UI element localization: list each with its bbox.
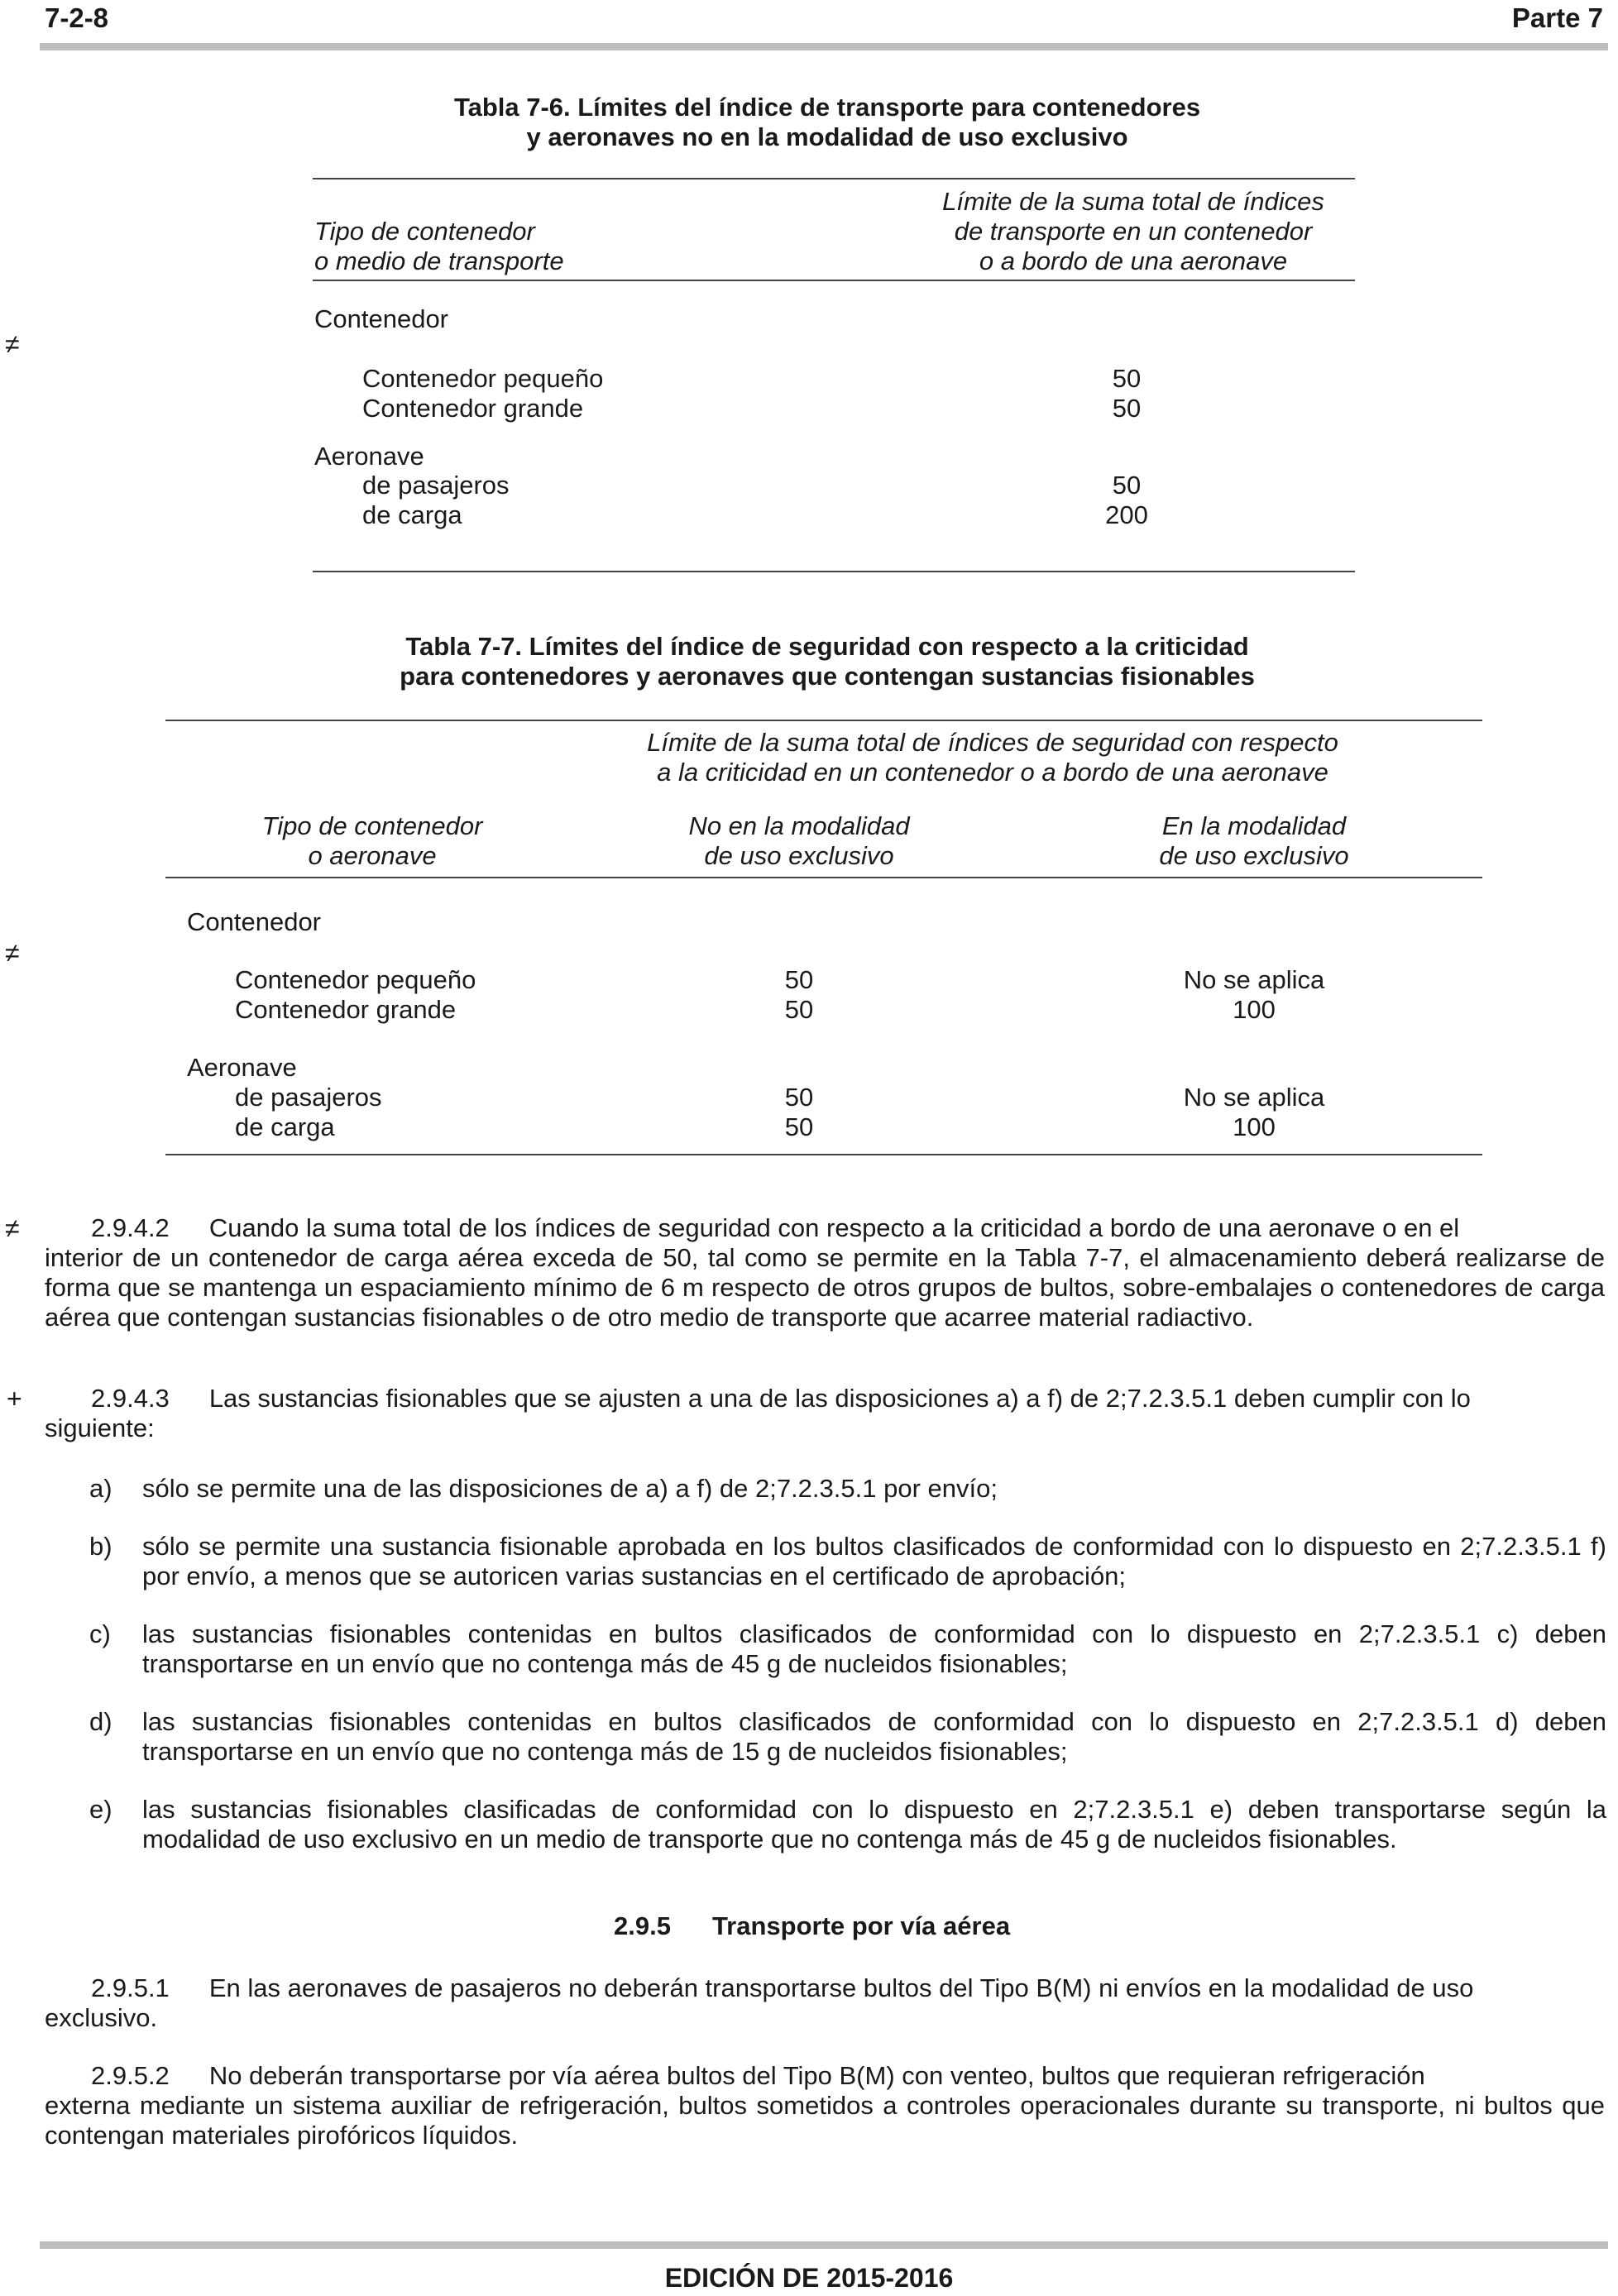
table-row-value: 50 [784, 1112, 814, 1141]
table-row-label: Contenedor grande [235, 995, 457, 1024]
table-row-value: 100 [1233, 995, 1276, 1024]
list-item-label: e) [89, 1795, 112, 1824]
list-item-text: sólo se permite una sustancia fisionable aprobada en los bultos clasificados de conformidad con lo dispuesto en 2;7.2.3.5.1 f) por envío, a menos que se autoricen varias sustancias en el certificado de aprobación; [142, 1532, 1606, 1590]
list-item-label: d) [89, 1707, 112, 1736]
paragraph-body: interior de un contenedor de carga aérea exceda de 50, tal como se permite en la Tabla 7-7, el almacenamiento deberá realizarse de forma que se mantenga un espaciamiento mínimo de 6 m respecto de otros grupos de bultos, sobre-embalajes o contenedores de carga aérea que contengan sustancias fisionables o de otro medio de transporte que acarree material radiactivo. [45, 1243, 1605, 1332]
edition-label: EDICIÓN DE 2015-2016 [664, 2263, 954, 2293]
change-mark: ≠ [5, 329, 20, 359]
table-7-6-group-aeronave: Aeronave [314, 442, 424, 471]
list-item-text: sólo se permite una de las disposiciones de a) a f) de 2;7.2.3.5.1 por envío; [142, 1474, 998, 1503]
table-7-7-group-contenedor: Contenedor [187, 907, 322, 936]
paragraph-number: 2.9.4.3 [91, 1384, 170, 1413]
table-7-7-bottom-rule [165, 1154, 1482, 1155]
table-7-7-title: Tabla 7-7. Límites del índice de seguridad con respecto a la criticidad para contenedores y aeronaves que contengan sustancias fisionables [400, 632, 1255, 691]
paragraph-2-9-5-2 [45, 2061, 1605, 2150]
table-row-label: Contenedor pequeño [362, 364, 604, 393]
table-row-label: de carga [235, 1112, 335, 1141]
paragraph-first-line: No deberán transportarse por vía aérea bultos del Tipo B(M) con venteo, bultos que requieran refrigeración [208, 2061, 1425, 2090]
table-7-6-header-rule [313, 280, 1355, 281]
paragraph-first-line: En las aeronaves de pasajeros no deberán transportarse bultos del Tipo B(M) ni envíos en la modalidad de uso [208, 1973, 1474, 2002]
table-row-label: Contenedor grande [362, 394, 584, 423]
paragraph-number: 2.9.5.2 [91, 2061, 170, 2090]
footer-rule [40, 2241, 1608, 2249]
table-row-label: de pasajeros [362, 471, 510, 500]
list-item-label: b) [89, 1532, 112, 1561]
table-row-value: 50 [1112, 471, 1142, 500]
section-number: 2.9.5 [614, 1911, 671, 1940]
change-mark: ≠ [5, 938, 20, 968]
paragraph-number: 2.9.4.2 [91, 1213, 170, 1242]
table-7-6-col2-header: Límite de la suma total de índices de transporte en un contenedor o a bordo de una aeronave [942, 187, 1324, 275]
table-7-7-col2-header: No en la modalidad de uso exclusivo [688, 811, 910, 870]
table-7-7-group-aeronave: Aeronave [187, 1053, 297, 1082]
table-row-value: 100 [1233, 1112, 1276, 1141]
paragraph-2-9-4-3 [45, 1384, 1605, 1443]
list-item-text: las sustancias fisionables clasificadas de conformidad con lo dispuesto en 2;7.2.3.5.1 e) deben transportarse según la modalidad de uso exclusivo en un medio de transporte que no contenga más de 45 g de nucleidos fisionables. [142, 1795, 1606, 1854]
table-7-6-group-contenedor: Contenedor [314, 304, 449, 333]
page-number: 7-2-8 [45, 2, 109, 33]
added-mark: + [7, 1384, 22, 1413]
paragraph-body: exclusivo. [45, 2003, 158, 2032]
header-rule [40, 43, 1608, 50]
table-7-7-header-rule [165, 877, 1482, 878]
table-row-value: 200 [1105, 500, 1148, 529]
paragraph-body: siguiente: [45, 1413, 155, 1442]
table-7-6-title: Tabla 7-6. Límites del índice de transporte para contenedores y aeronaves no en la modalidad de uso exclusivo [453, 93, 1201, 151]
table-7-7-top-rule [165, 720, 1482, 721]
paragraph-first-line: Cuando la suma total de los índices de seguridad con respecto a la criticidad a bordo de una aeronave o en el [208, 1213, 1460, 1242]
section-title: Transporte por vía aérea [711, 1911, 1011, 1940]
table-row-value: No se aplica [1183, 1083, 1325, 1112]
table-row-label: Contenedor pequeño [235, 965, 476, 994]
paragraph-first-line: Las sustancias fisionables que se ajusten a una de las disposiciones a) a f) de 2;7.2.3.5.1 deben cumplir con lo [208, 1384, 1471, 1413]
list-item-label: a) [89, 1474, 112, 1503]
table-row-value: No se aplica [1183, 965, 1325, 994]
table-row-value: 50 [1112, 394, 1142, 423]
paragraph-body: externa mediante un sistema auxiliar de refrigeración, bultos sometidos a controles operacionales durante su transporte, ni bultos que contengan materiales pirofóricos líquidos. [45, 2091, 1605, 2150]
list-item-text: las sustancias fisionables contenidas en bultos clasificados de conformidad con lo dispuesto en 2;7.2.3.5.1 d) deben transportarse en un envío que no contenga más de 15 g de nucleidos fisionables; [142, 1707, 1606, 1766]
list-item-label: c) [89, 1619, 111, 1648]
table-row-value: 50 [784, 995, 814, 1024]
table-7-6-bottom-rule [313, 571, 1355, 572]
paragraph-number: 2.9.5.1 [91, 1973, 170, 2002]
table-7-7-span-header: Límite de la suma total de índices de seguridad con respecto a la criticidad en un contenedor o a bordo de una aeronave [647, 728, 1338, 787]
table-row-value: 50 [784, 965, 814, 994]
list-item-text: las sustancias fisionables contenidas en bultos clasificados de conformidad con lo dispuesto en 2;7.2.3.5.1 c) deben transportarse en un envío que no contenga más de 45 g de nucleidos fisionables; [142, 1619, 1606, 1678]
table-7-7-col3-header: En la modalidad de uso exclusivo [1159, 811, 1349, 870]
part-label: Parte 7 [1511, 2, 1603, 33]
section-heading-2-9-5 [614, 1911, 1010, 1941]
table-row-value: 50 [784, 1083, 814, 1112]
table-7-7-col1-header: Tipo de contenedor o aeronave [261, 811, 483, 870]
change-mark: ≠ [5, 1213, 20, 1243]
table-7-6-col1-header: Tipo de contenedor o medio de transporte [314, 217, 564, 275]
paragraph-2-9-4-2 [45, 1213, 1605, 1332]
table-row-label: de carga [362, 500, 462, 529]
table-row-label: de pasajeros [235, 1083, 382, 1112]
paragraph-2-9-5-1 [45, 1973, 1605, 2033]
table-7-6-top-rule [313, 178, 1355, 179]
table-row-value: 50 [1112, 364, 1142, 393]
